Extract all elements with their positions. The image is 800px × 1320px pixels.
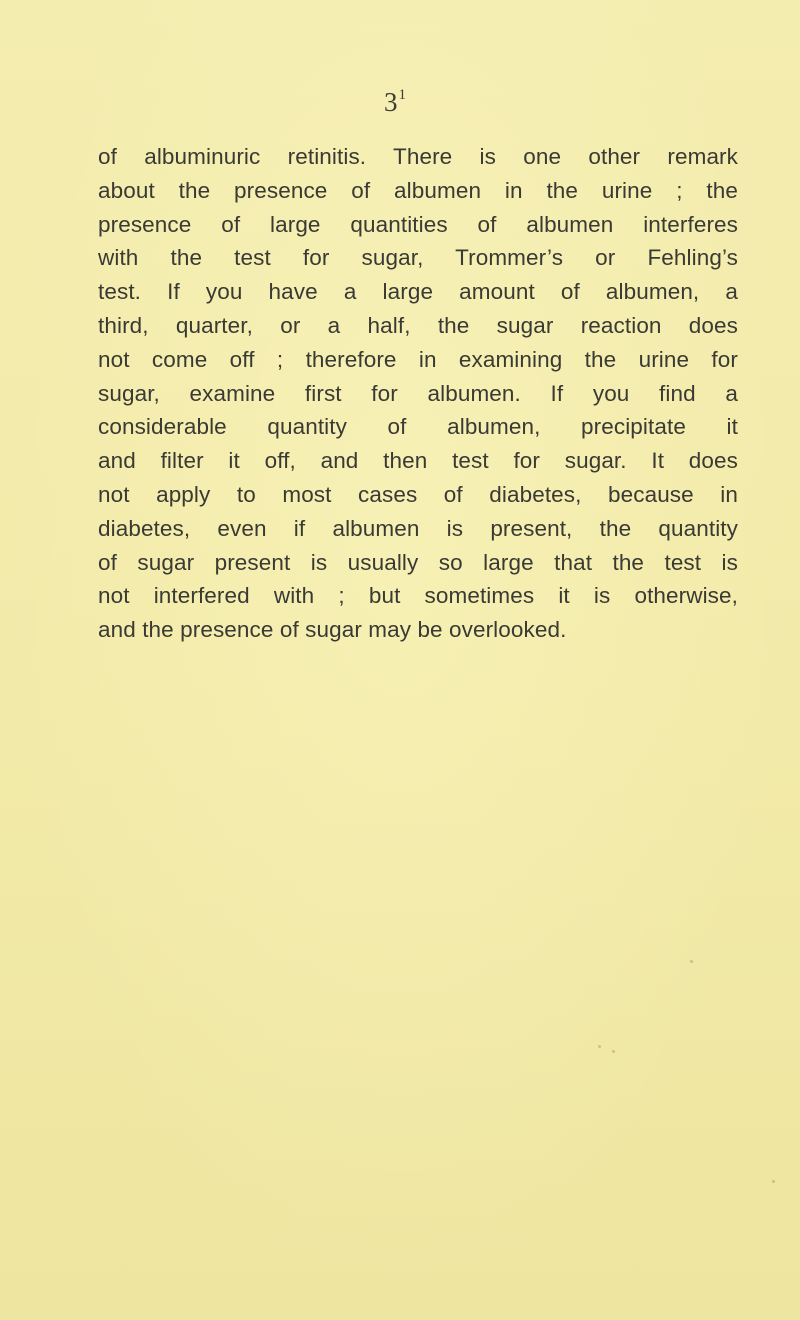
text-line-14: not interfered with ; but sometimes it is otherwise, — [98, 583, 738, 609]
text-line-7: not come off ; therefore in examining the urine for — [98, 346, 738, 372]
text-line-8: sugar, examine first for albumen. If you find a — [98, 380, 738, 406]
text-line-2: about the presence of albumen in the urine ; the — [98, 177, 738, 203]
text-line-9: considerable quantity of albumen, precipitate it — [98, 414, 738, 440]
body-paragraph — [98, 140, 738, 647]
text-line-11: not apply to most cases of diabetes, because in — [98, 481, 738, 507]
text-line-6: third, quarter, or a half, the sugar reaction does — [98, 312, 738, 338]
page-number-sup: 1 — [398, 87, 406, 103]
text-line-12: diabetes, even if albumen is present, the quantity — [98, 515, 738, 541]
text-line-3: presence of large quantities of albumen interferes — [98, 211, 738, 237]
paper-speck — [598, 1045, 601, 1048]
text-line-10: and filter it off, and then test for sugar. It does — [98, 448, 738, 474]
text-line-13: of sugar present is usually so large that the test is — [98, 549, 738, 575]
text-line-15: and the presence of sugar may be overlooked. — [98, 617, 567, 643]
paper-speck — [690, 960, 693, 963]
paper-speck — [772, 1180, 775, 1183]
text-line-5: test. If you have a large amount of albumen, a — [98, 279, 738, 305]
paper-speck — [612, 1050, 615, 1053]
page-number — [384, 88, 406, 116]
text-line-4: with the test for sugar, Trommer’s or Fehling’s — [98, 245, 738, 271]
page-number-main: 3 — [384, 87, 398, 117]
text-line-1: of albuminuric retinitis. There is one other remark — [98, 144, 738, 169]
